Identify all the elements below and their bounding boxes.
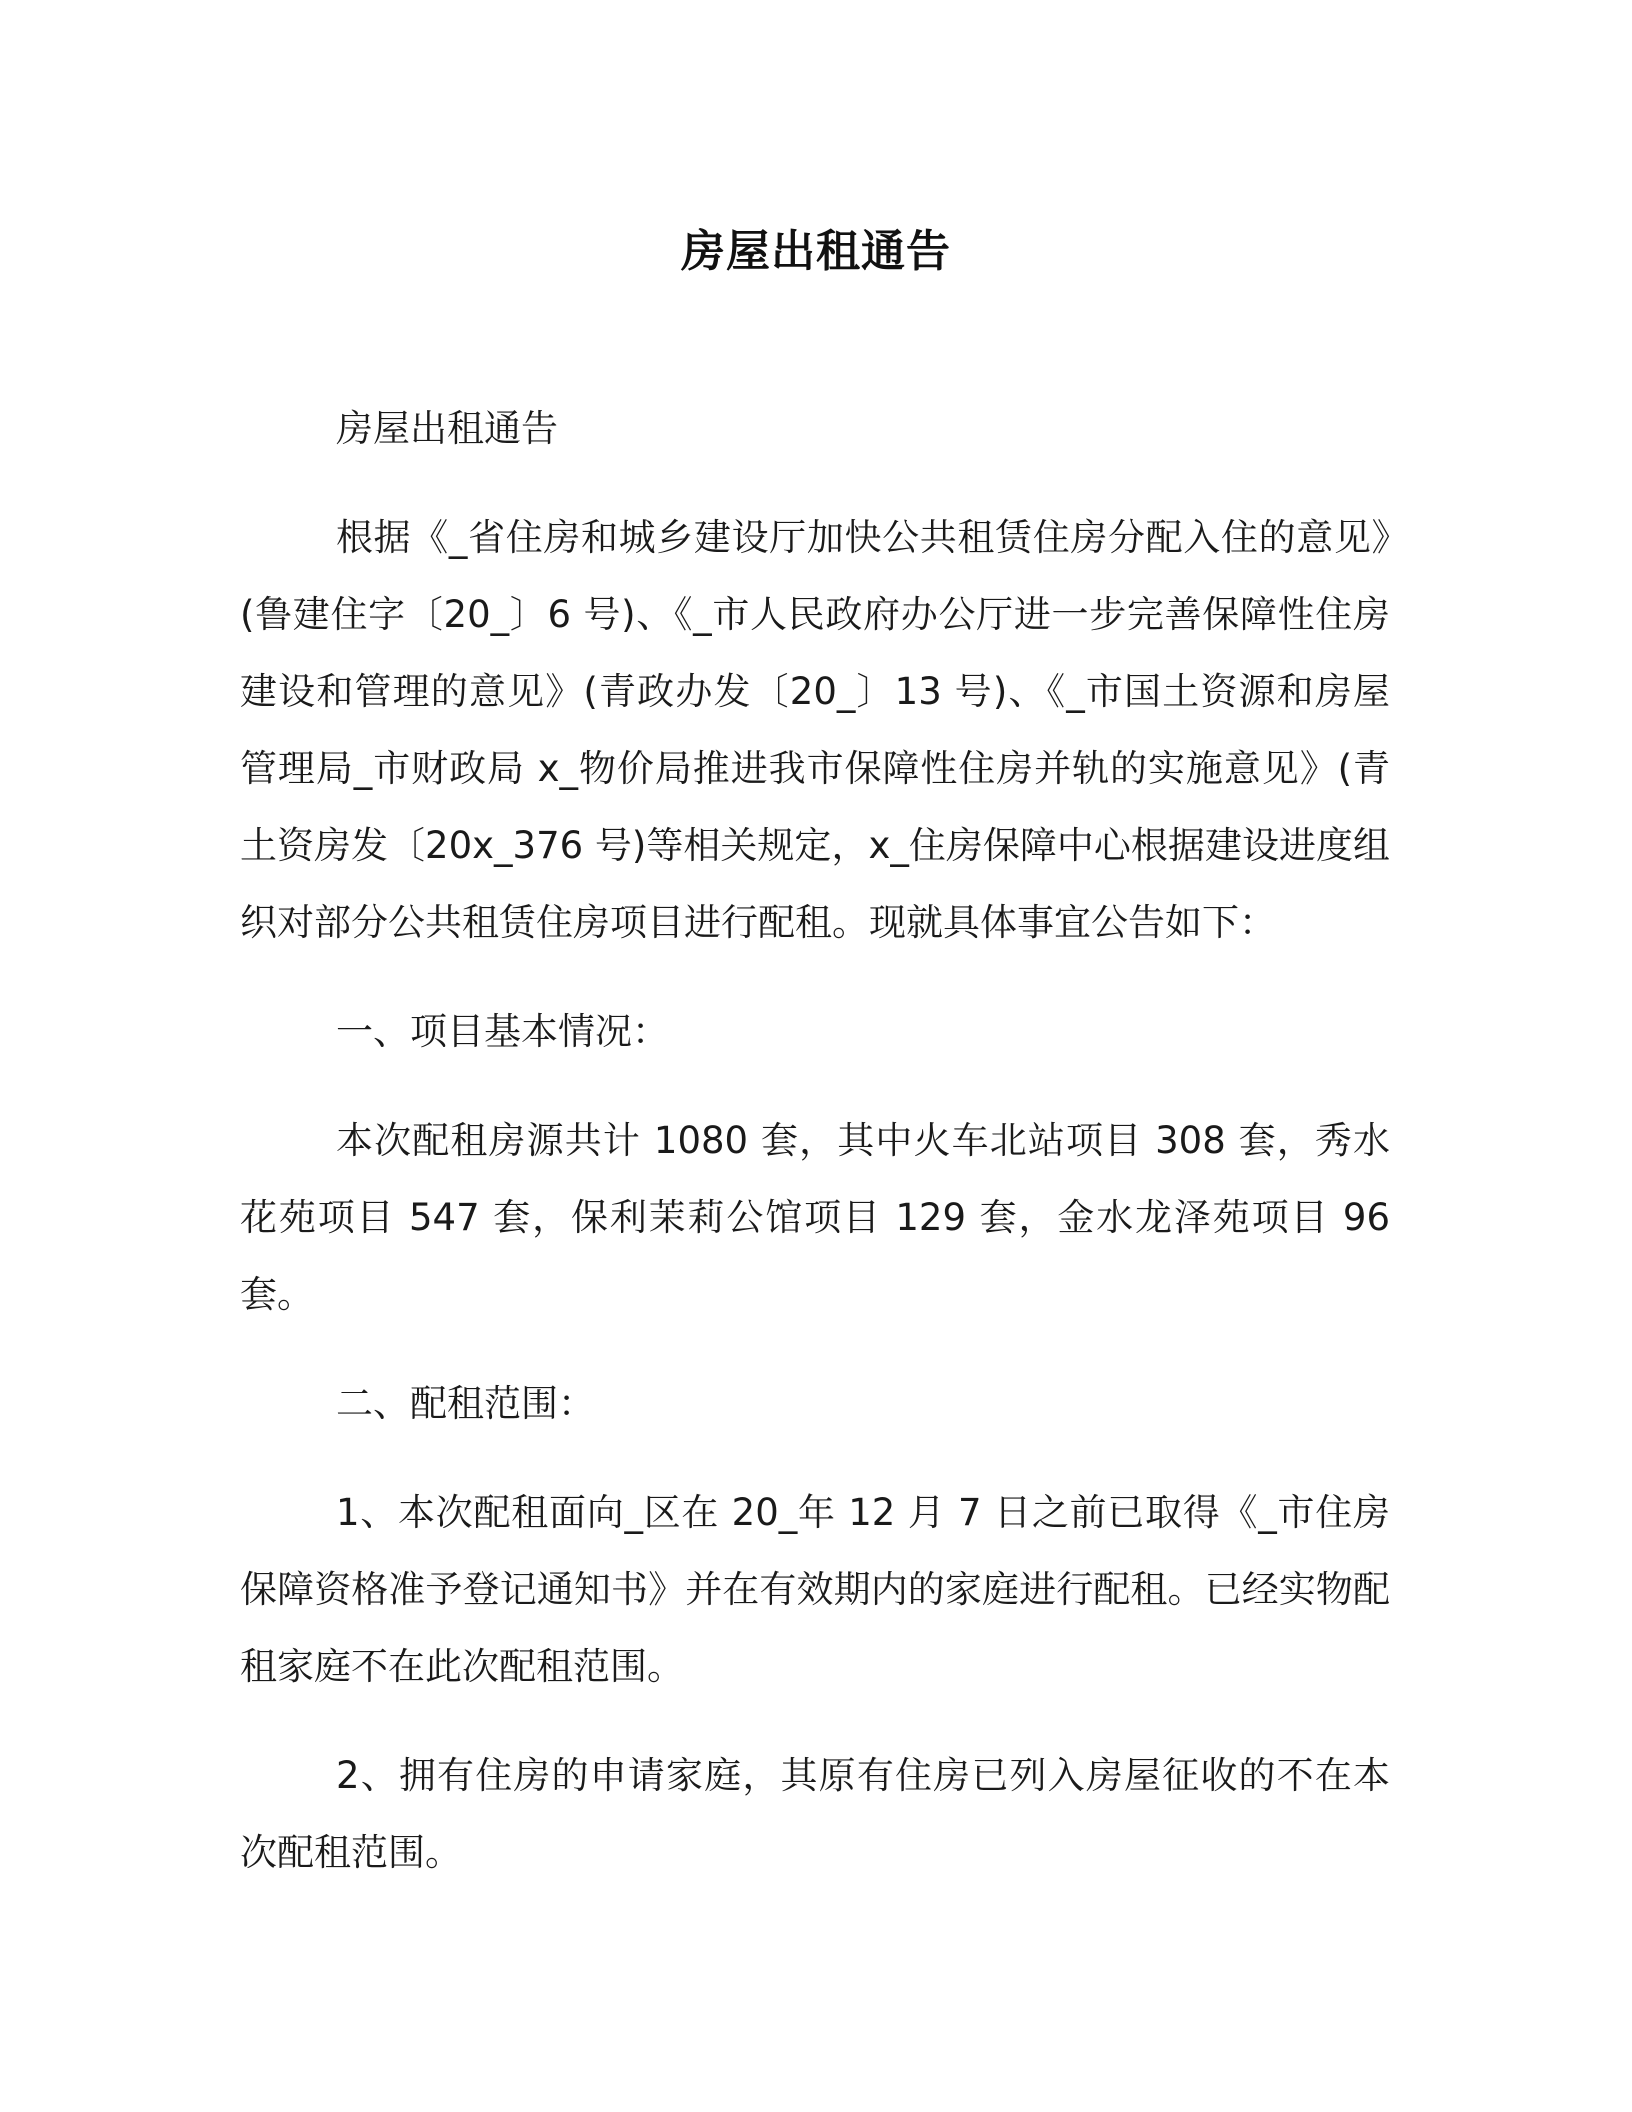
intro-paragraph: 根据《_省住房和城乡建设厅加快公共租赁住房分配入住的意见》(鲁建住字〔20_〕6 号)、《_市人民政府办公厅进一步完善保障性住房建设和管理的意见》(青政办发〔20_〕13 号)、《_市国土资源和房屋管理局_市财政局 x_物价局推进我市保障性住房并轨的实施意见》(青土资房发〔20x_376 号)等相关规定，x_住房保障中心根据建设进度组织对部分公共租赁住房项目进行配租。现就具体事宜公告如下： [240,516,1390,944]
document-body [240,390,1390,1923]
subtitle-paragraph: 房屋出租通告 [336,407,558,450]
section-heading-scope: 二、配租范围： [336,1382,595,1425]
document-title: 房屋出租通告 [681,226,951,277]
scope-item-2: 2、拥有住房的申请家庭，其原有住房已列入房屋征收的不在本次配租范围。 [240,1754,1390,1874]
project-details-paragraph: 本次配租房源共计 1080 套，其中火车北站项目 308 套，秀水花苑项目 547 套，保利茉莉公馆项目 129 套，金水龙泽苑项目 96 套。 [240,1119,1390,1316]
section-heading-project: 一、项目基本情况： [336,1010,669,1053]
scope-item-1: 1、本次配租面向_区在 20_年 12 月 7 日之前已取得《_市住房保障资格准予登记通知书》并在有效期内的家庭进行配租。已经实物配租家庭不在此次配租范围。 [240,1491,1390,1688]
